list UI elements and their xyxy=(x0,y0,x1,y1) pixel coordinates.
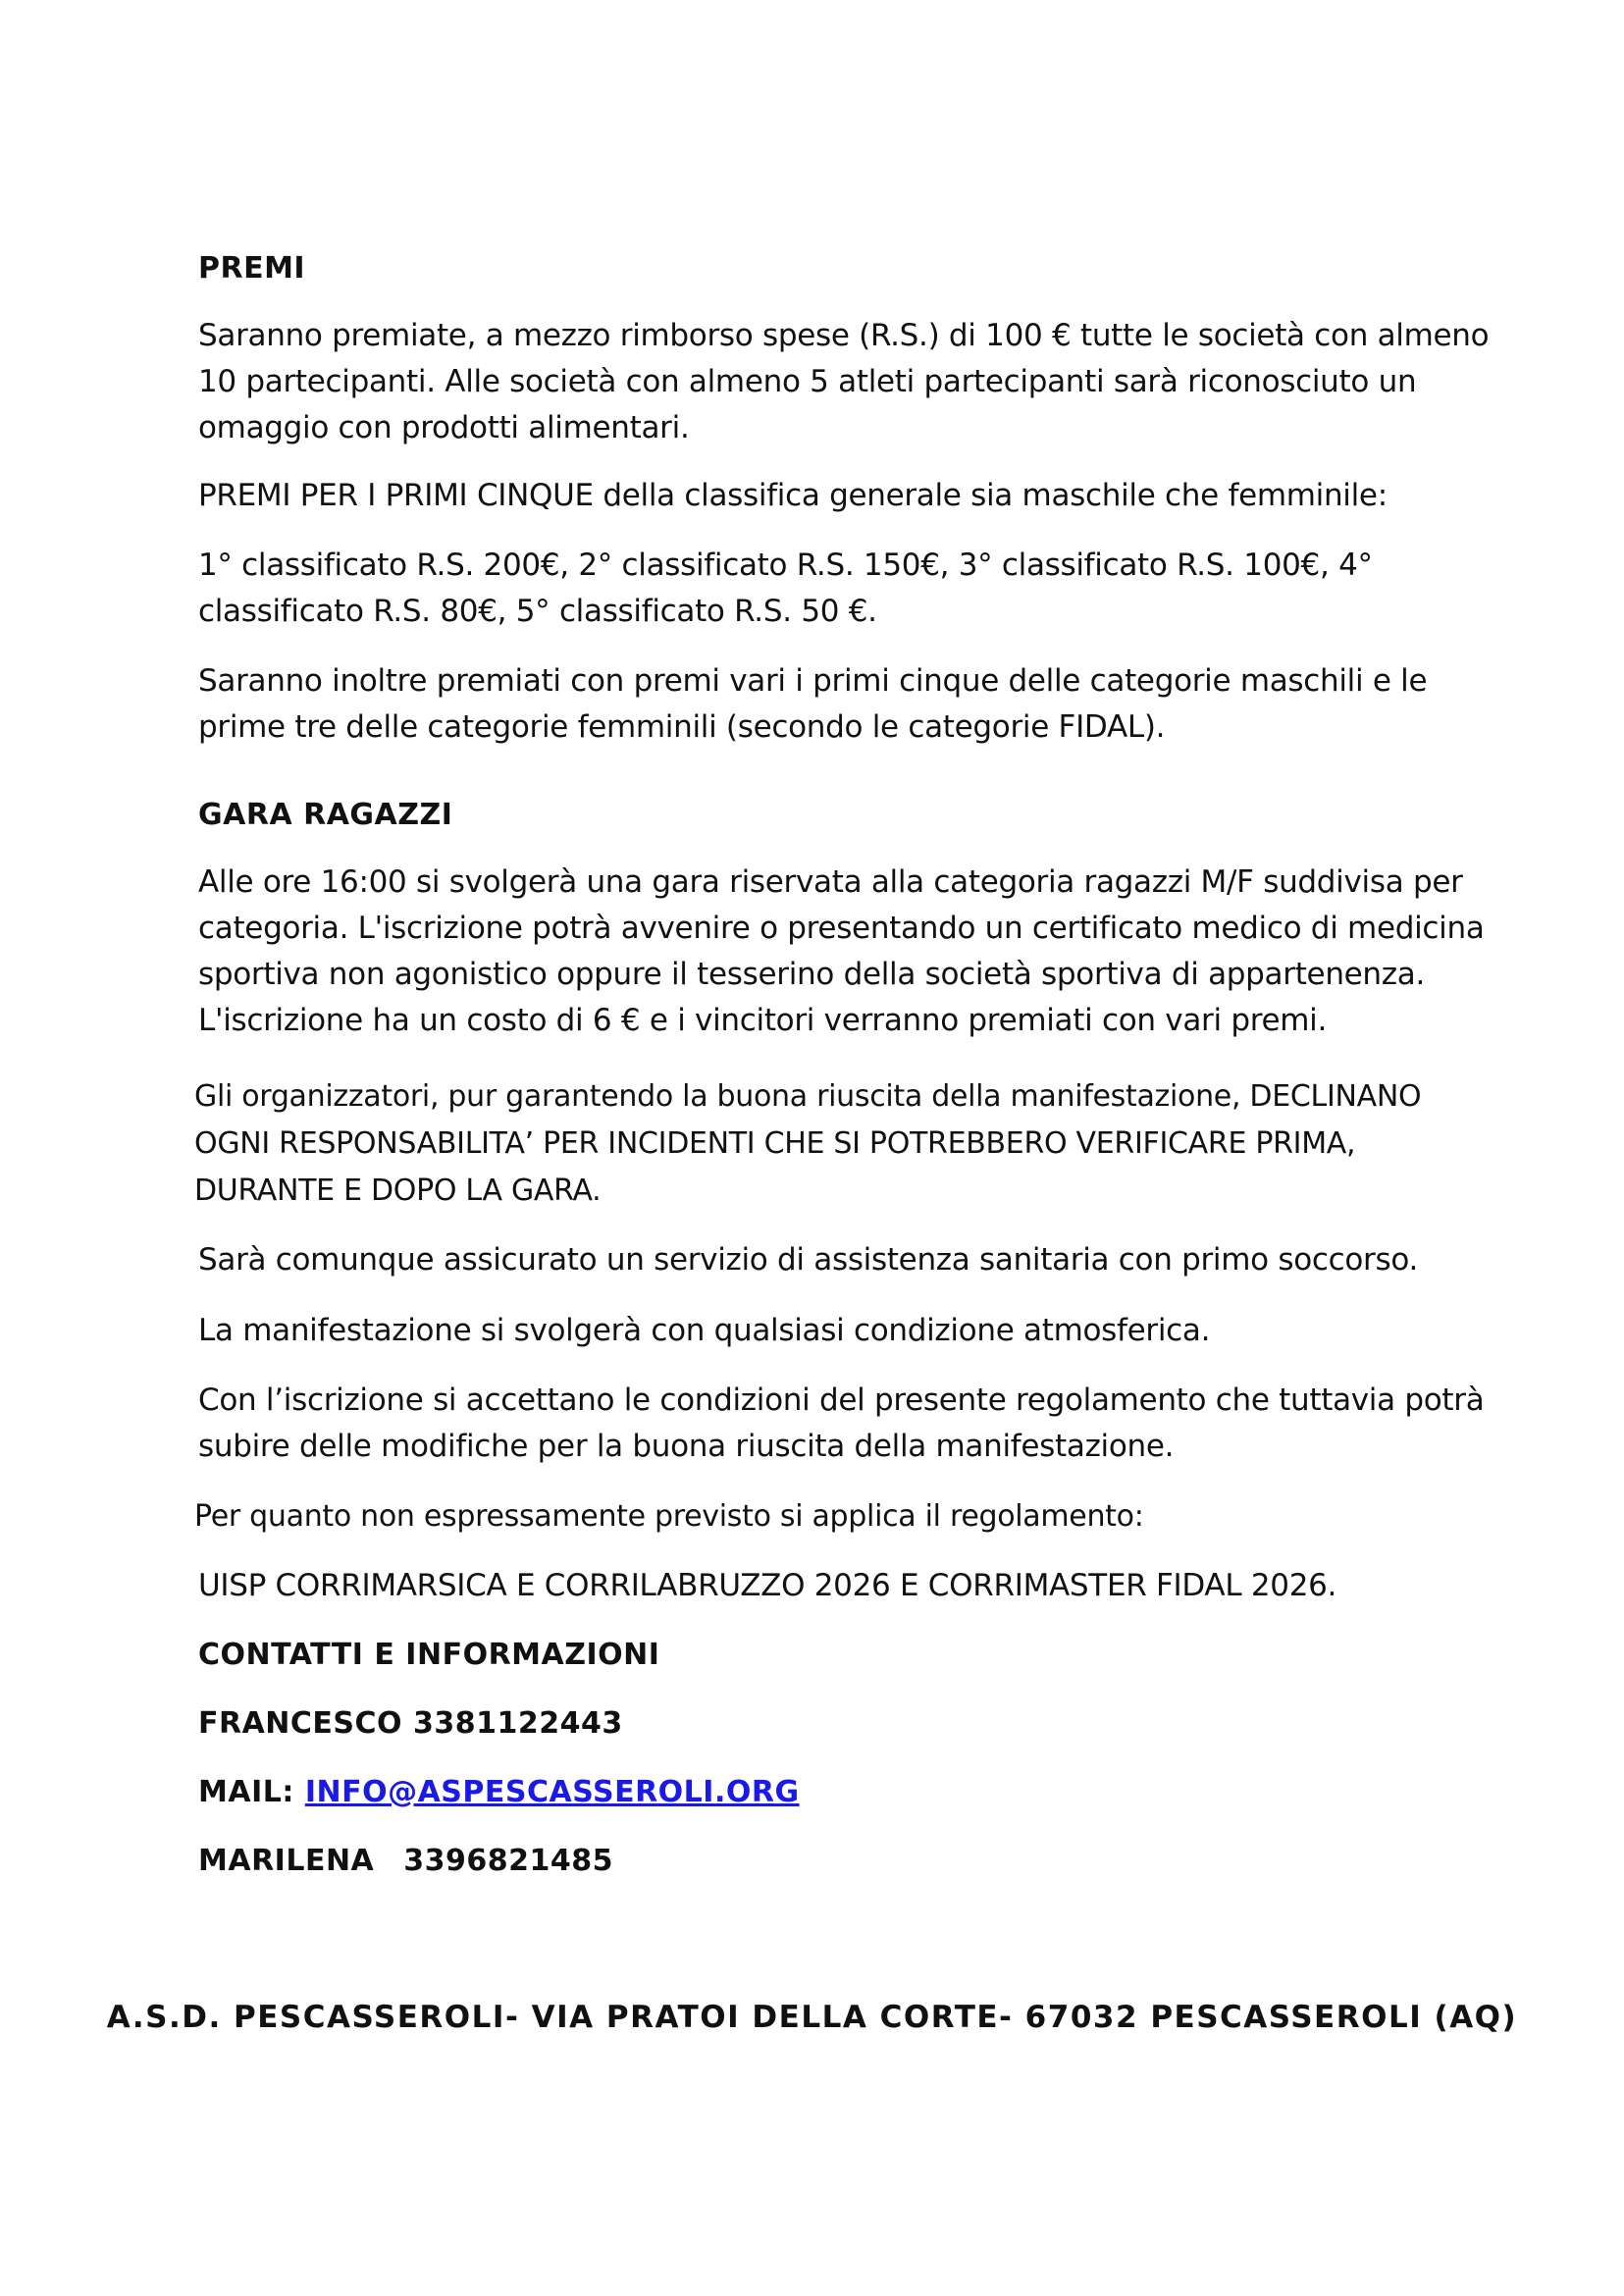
contact-mail-link[interactable]: INFO@ASPESCASSEROLI.ORG xyxy=(304,1775,800,1809)
gara-ragazzi-line-3: sportiva non agonistico oppure il tesserino della società sportiva di appartenenza. xyxy=(198,957,1426,992)
premi-paragraph-3-line-1: 1° classificato R.S. 200€, 2° classificato R.S. 150€, 3° classificato R.S. 100€, 4° xyxy=(198,548,1373,583)
responsabilita-line-3: DURANTE E DOPO LA GARA. xyxy=(194,1174,602,1208)
meteo-paragraph: La manifestazione si svolgerà con qualsiasi condizione atmosferica. xyxy=(198,1313,1211,1348)
gara-ragazzi-line-4: L'iscrizione ha un costo di 6 € e i vincitori verranno premiati con vari premi. xyxy=(198,1003,1328,1038)
footer-address: A.S.D. PESCASSEROLI- VIA PRATOI DELLA CORTE- 67032 PESCASSEROLI (AQ) xyxy=(106,2000,1518,2035)
section-heading-premi: PREMI xyxy=(198,251,306,286)
condizioni-line-1: Con l’iscrizione si accettano le condizioni del presente regolamento che tuttavia potrà xyxy=(198,1383,1485,1418)
regolamento-riferimento: UISP CORRIMARSICA E CORRILABRUZZO 2026 E CORRIMASTER FIDAL 2026. xyxy=(198,1568,1337,1603)
responsabilita-line-2: OGNI RESPONSABILITA’ PER INCIDENTI CHE SI POTREBBERO VERIFICARE PRIMA, xyxy=(194,1126,1356,1161)
premi-paragraph-1-line-2: 10 partecipanti. Alle società con almeno 5 atleti partecipanti sarà riconosciuto un xyxy=(198,364,1417,399)
premi-paragraph-4-line-2: prime tre delle categorie femminili (secondo le categorie FIDAL). xyxy=(198,709,1166,745)
condizioni-line-2: subire delle modifiche per la buona riuscita della manifestazione. xyxy=(198,1429,1175,1464)
premi-paragraph-1-line-1: Saranno premiate, a mezzo rimborso spese (R.S.) di 100 € tutte le società con almeno xyxy=(198,318,1490,353)
gara-ragazzi-line-2: categoria. L'iscrizione potrà avvenire o presentando un certificato medico di medicina xyxy=(198,911,1485,946)
section-heading-gara-ragazzi: GARA RAGAZZI xyxy=(198,798,453,832)
section-heading-contatti: CONTATTI E INFORMAZIONI xyxy=(198,1638,660,1672)
gara-ragazzi-line-1: Alle ore 16:00 si svolgerà una gara riservata alla categoria ragazzi M/F suddivisa per xyxy=(198,864,1463,900)
contact-mail-label: MAIL: xyxy=(198,1775,294,1809)
contact-mail-row xyxy=(198,1769,800,1815)
contact-marilena-phone: 3396821485 xyxy=(403,1844,614,1878)
premi-paragraph-4-line-1: Saranno inoltre premiati con premi vari i primi cinque delle categorie maschili e le xyxy=(198,663,1428,699)
responsabilita-line-1: Gli organizzatori, pur garantendo la buona riuscita della manifestazione, DECLINANO xyxy=(194,1079,1422,1114)
contact-marilena-row xyxy=(198,1838,613,1884)
premi-paragraph-3-line-2: classificato R.S. 80€, 5° classificato R.S. 50 €. xyxy=(198,594,877,629)
assistenza-paragraph: Sarà comunque assicurato un servizio di assistenza sanitaria con primo soccorso. xyxy=(198,1242,1419,1278)
contact-francesco: FRANCESCO 3381122443 xyxy=(198,1706,623,1741)
premi-paragraph-1-line-3: omaggio con prodotti alimentari. xyxy=(198,410,690,445)
contact-marilena-name: MARILENA xyxy=(198,1844,375,1878)
regolamento-intro: Per quanto non espressamente previsto si applica il regolamento: xyxy=(194,1499,1144,1534)
premi-paragraph-2: PREMI PER I PRIMI CINQUE della classifica generale sia maschile che femminile: xyxy=(198,478,1388,513)
